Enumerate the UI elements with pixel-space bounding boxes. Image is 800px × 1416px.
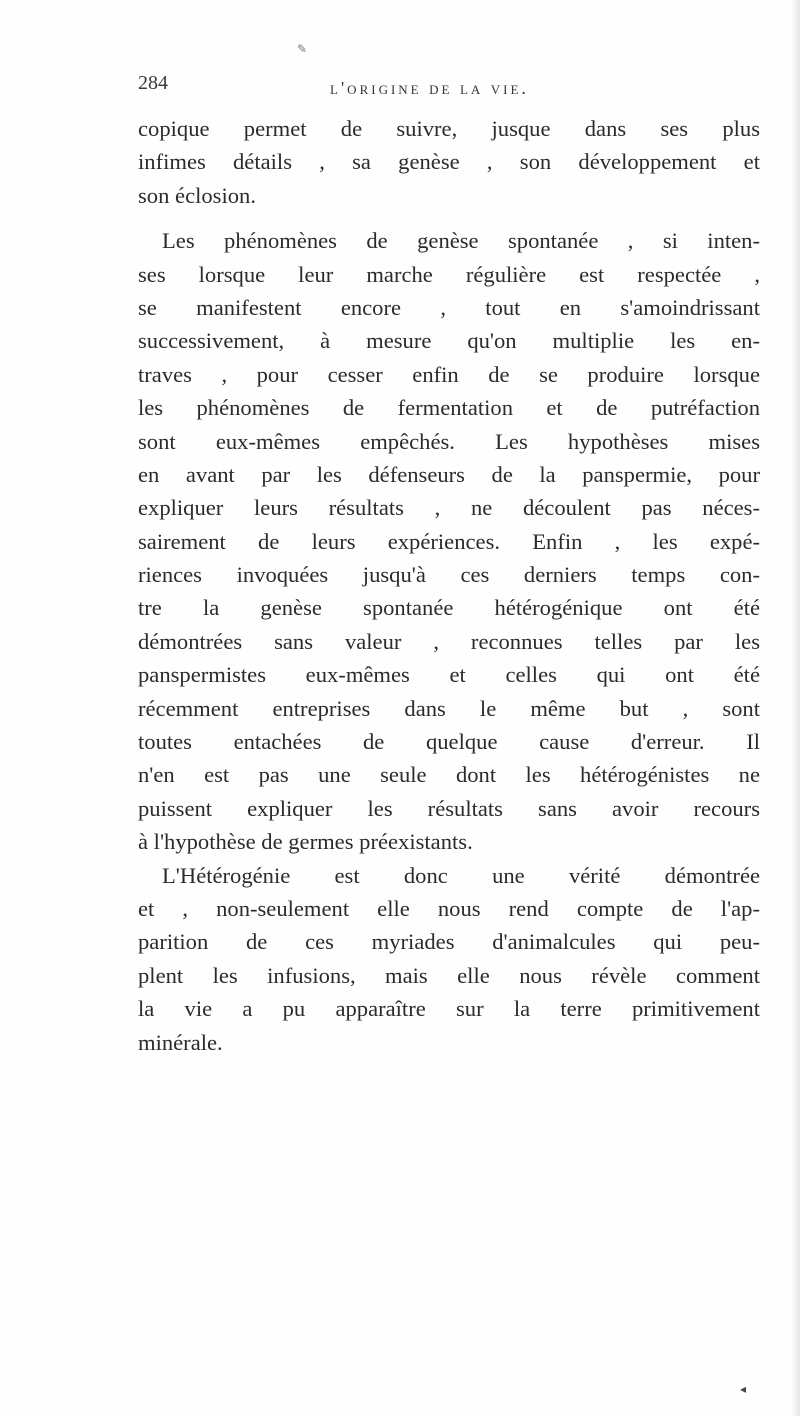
text-line: en avant par les défenseurs de la panspermie, pour xyxy=(138,461,760,487)
text-line: plent les infusions, mais elle nous révèle comment xyxy=(138,962,760,988)
text-line: Les phénomènes de genèse spontanée , si inten- xyxy=(162,228,760,254)
text-line: L'Hétérogénie est donc une vérité démontrée xyxy=(162,862,760,888)
running-title: l'origine de la vie. xyxy=(330,78,529,98)
text-line: et , non-seulement elle nous rend compte de l'ap- xyxy=(138,895,760,921)
text-line: se manifestent encore , tout en s'amoindrissant xyxy=(138,294,760,320)
text-line: la vie a pu apparaître sur la terre primitivement xyxy=(138,996,760,1022)
paragraph-3 xyxy=(138,859,760,1059)
paragraph-1 xyxy=(138,112,760,212)
text-line: les phénomènes de fermentation et de putréfaction xyxy=(138,395,760,421)
text-line: sairement de leurs expériences. Enfin , les expé- xyxy=(138,528,760,554)
text-line: tre la genèse spontanée hétérogénique ont été xyxy=(138,595,760,621)
text-line: copique permet de suivre, jusque dans ses plus xyxy=(138,116,760,141)
text-line: minérale. xyxy=(138,1029,223,1055)
page-edge-shadow xyxy=(790,0,800,1416)
text-line: sont eux-mêmes empêchés. Les hypothèses mises xyxy=(138,428,760,454)
paragraph-2 xyxy=(138,224,760,858)
body-text xyxy=(138,112,760,1059)
text-line: toutes entachées de quelque cause d'erreur. Il xyxy=(138,729,760,755)
page-number: 284 xyxy=(138,72,168,94)
text-line: infimes détails , sa genèse , son développement et xyxy=(138,149,760,175)
text-line: n'en est pas une seule dont les hétérogénistes ne xyxy=(138,762,760,788)
text-line: riences invoquées jusqu'à ces derniers temps con- xyxy=(138,562,760,588)
text-line: successivement, à mesure qu'on multiplie les en- xyxy=(138,328,760,354)
text-line: ses lorsque leur marche régulière est respectée , xyxy=(138,261,760,287)
text-line: puissent expliquer les résultats sans avoir recours xyxy=(138,795,760,821)
page-header xyxy=(138,72,758,106)
text-line: traves , pour cesser enfin de se produire lorsque xyxy=(138,361,760,387)
text-line: à l'hypothèse de germes préexistants. xyxy=(138,829,473,855)
text-line: récemment entreprises dans le même but , sont xyxy=(138,695,760,721)
text-line: démontrées sans valeur , reconnues telles par les xyxy=(138,628,760,654)
text-line: parition de ces myriades d'animalcules qui peu- xyxy=(138,929,760,955)
text-line: son éclosion. xyxy=(138,182,256,208)
text-line: expliquer leurs résultats , ne découlent pas néces- xyxy=(138,495,760,521)
ink-mark: ✎ xyxy=(297,42,308,56)
text-line: panspermistes eux-mêmes et celles qui ont été xyxy=(138,662,760,688)
ink-mark: ◂ xyxy=(740,1382,747,1396)
